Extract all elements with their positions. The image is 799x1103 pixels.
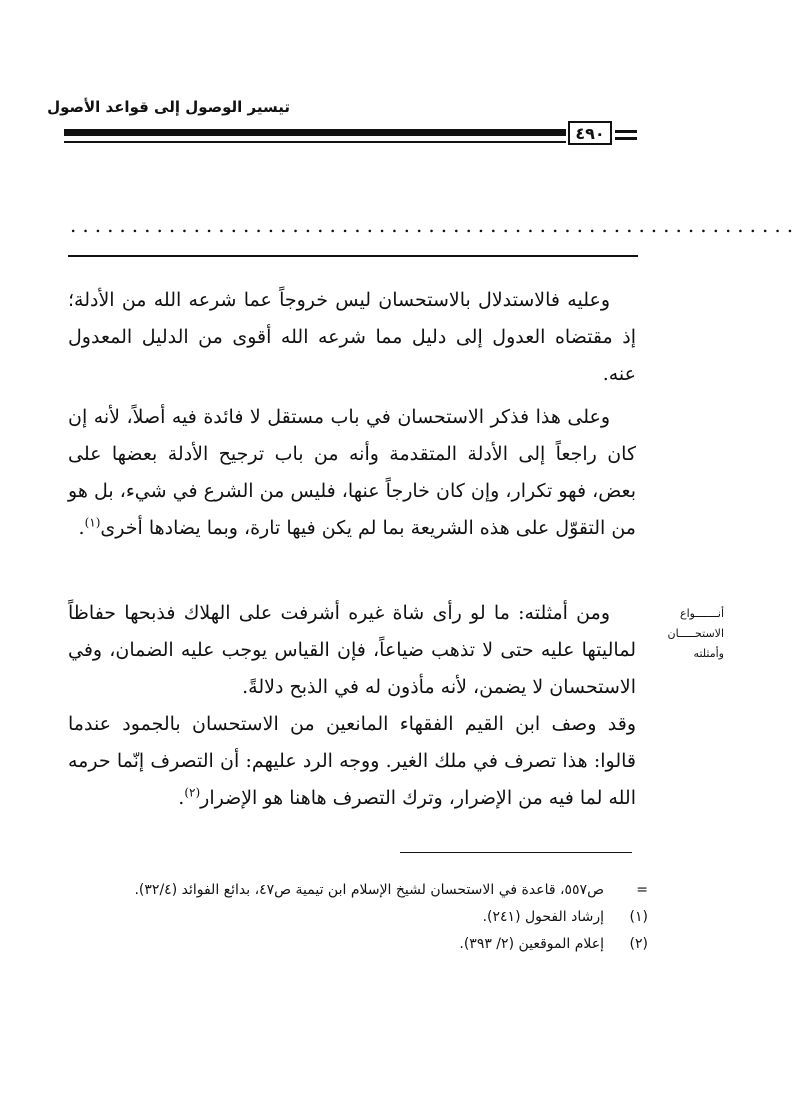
omission-dotted-line: ...........................................................: [70, 213, 799, 237]
paragraph-3a-text: ومن أمثلته: ما لو رأى شاة غيره أشرفت على الهلاك فذبحها حفاظاً لماليتها عليه حتى لا تذهب ضياعاً، فإن القياس يوجب عليه الضمان، وفي الاستحسان لا يضمن، لأنه مأذون له في الذبح دلالةً.: [68, 602, 636, 698]
footnote-mark: (٢): [629, 936, 648, 952]
paragraph-1-text: وعليه فالاستدلال بالاستحسان ليس خروجاً عما شرعه الله من الأدلة؛ إذ مقتضاه العدول إلى دليل مما شرعه الله أقوى من الدليل المعدول عنه.: [68, 289, 636, 385]
paragraph-2-end: .: [78, 517, 85, 539]
footnote-text: إعلام الموقعين (٢/ ٣٩٣).: [459, 936, 604, 952]
section-rule: [68, 255, 638, 257]
footnote-ref-2: (٢): [184, 785, 201, 800]
footnote-text: إرشاد الفحول (٢٤١).: [482, 909, 604, 925]
paragraph-3b-end: .: [178, 787, 185, 809]
paragraph-2: [68, 399, 636, 547]
header-rule-thin: [64, 141, 566, 143]
footnotes: [68, 877, 648, 958]
paragraph-2-text: وعلى هذا فذكر الاستحسان في باب مستقل لا فائدة فيه أصلاً، لأنه إن كان راجعاً إلى الأدلة المتقدمة وأنه من باب ترجيح الأدلة بعضها على بعض، فهو تكرار، وإن كان خارجاً عنها، فليس من الشرع في شيء، بل هو من التقوّل على هذه الشريعة بما لم يكن فيها تارة، وبما يضادها أخرى: [68, 406, 636, 539]
footnote-mark: (١): [629, 909, 648, 925]
paragraph-2-container: [68, 399, 636, 547]
header-rule-right-top: [615, 130, 637, 133]
footnote-2: [68, 931, 648, 958]
paragraph-1: [68, 282, 636, 393]
paragraph-3b-text: وقد وصف ابن القيم الفقهاء المانعين من الاستحسان بالجمود عندما قالوا: هذا تصرف في ملك الغير. ووجه الرد عليهم: أن التصرف إنّما حرمه الله لما فيه من الإضرار، وترك التصرف هاهنا هو الإضرار: [68, 713, 636, 809]
footnote-continuation: [68, 877, 648, 904]
footnote-rule: [400, 852, 632, 853]
header-rule-thick: [64, 129, 566, 136]
page-number: ٤٩٠: [568, 121, 612, 145]
running-header-title: تيسير الوصول إلى قواعد الأصول: [47, 98, 290, 116]
margin-note-line-2: الاستحـــــان: [667, 627, 724, 640]
footnote-mark: =: [636, 882, 648, 898]
header-rule-right-bottom: [615, 137, 637, 140]
paragraph-3: [68, 595, 636, 817]
paragraph-3b-container: [68, 706, 636, 817]
margin-note-line-3: وأمثلته: [693, 647, 724, 660]
footnote-1: [68, 904, 648, 931]
footnote-ref-1: (١): [84, 515, 101, 530]
footnote-text: ص٥٥٧، قاعدة في الاستحسان لشيخ الإسلام ابن تيمية ص٤٧، بدائع الفوائد (٣٢/٤).: [134, 882, 604, 898]
margin-note: [642, 604, 724, 664]
margin-note-line-1: أنـــــــواع: [680, 607, 724, 620]
